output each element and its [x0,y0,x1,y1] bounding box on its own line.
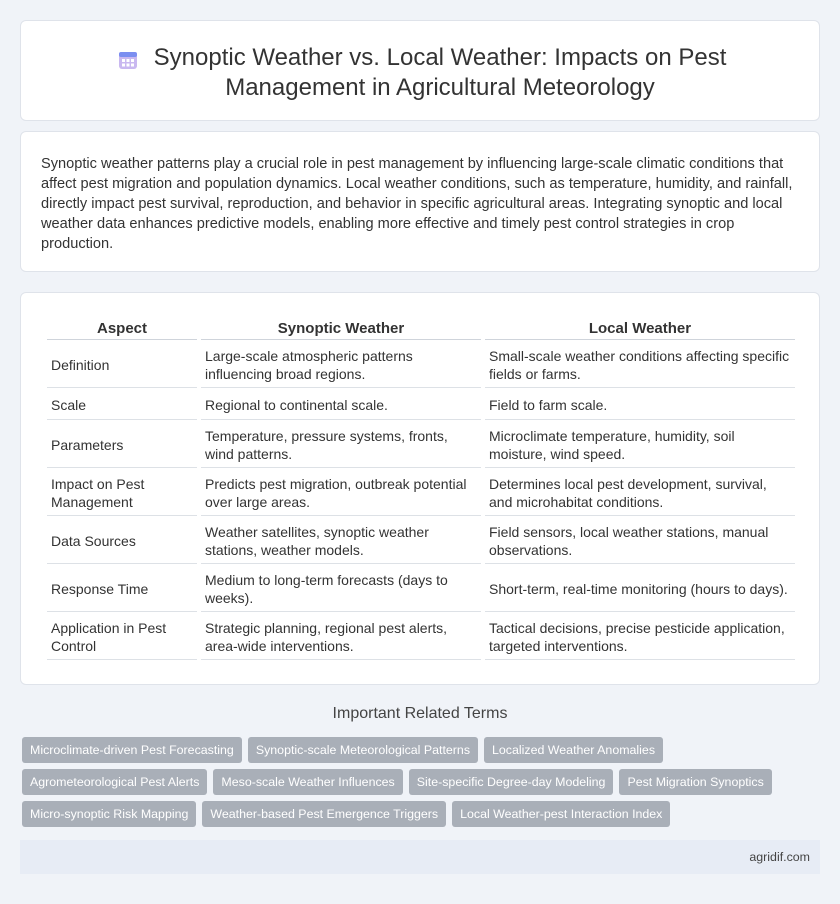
related-term-tag[interactable]: Meso-scale Weather Influences [213,769,402,795]
cell-local: Short-term, real-time monitoring (hours to days). [485,566,795,612]
header-local: Local Weather [485,315,795,340]
cell-synoptic: Large-scale atmospheric patterns influencing broad regions. [201,342,481,388]
cell-aspect: Data Sources [47,518,197,564]
related-terms-list [22,737,822,827]
cell-aspect: Application in Pest Control [47,614,197,660]
cell-local: Microclimate temperature, humidity, soil moisture, wind speed. [485,422,795,468]
header-synoptic: Synoptic Weather [201,315,481,340]
table-row [47,470,795,516]
cell-aspect: Impact on Pest Management [47,470,197,516]
table-row [47,390,795,420]
cell-synoptic: Medium to long-term forecasts (days to weeks). [201,566,481,612]
table-row [47,566,795,612]
related-term-tag[interactable]: Local Weather-pest Interaction Index [452,801,670,827]
table-row [47,342,795,388]
footer-site-link[interactable]: agridif.com [749,850,810,864]
cell-local: Tactical decisions, precise pesticide application, targeted interventions. [485,614,795,660]
cell-local: Field sensors, local weather stations, manual observations. [485,518,795,564]
cell-synoptic: Temperature, pressure systems, fronts, wind patterns. [201,422,481,468]
page-title: Synoptic Weather vs. Local Weather: Impacts on Pest Management in Agricultural Meteorology [153,44,727,101]
cell-local: Field to farm scale. [485,390,795,420]
cell-synoptic: Regional to continental scale. [201,390,481,420]
cell-aspect: Scale [47,390,197,420]
related-term-tag[interactable]: Weather-based Pest Emergence Triggers [202,801,446,827]
related-terms-heading: Important Related Terms [332,705,508,722]
comparison-card [20,292,820,685]
intro-paragraph: Synoptic weather patterns play a crucial role in pest management by influencing large-scale climatic conditions that affect pest migration and population dynamics. Local weather conditions, such as temperature, humidity, and rainfall, directly impact pest survival, reproduction, and behavior in specific agricultural areas. Integrating synoptic and local weather data enhances predictive models, enabling more effective and timely pest control strategies in crop production. [41,156,793,252]
cell-synoptic: Weather satellites, synoptic weather stations, weather models. [201,518,481,564]
header-aspect: Aspect [47,315,197,340]
title-card [20,20,820,121]
cell-local: Determines local pest development, survival, and microhabitat conditions. [485,470,795,516]
related-term-tag[interactable]: Site-specific Degree-day Modeling [409,769,614,795]
intro-card [20,131,820,272]
cell-synoptic: Strategic planning, regional pest alerts, area-wide interventions. [201,614,481,660]
related-term-tag[interactable]: Synoptic-scale Meteorological Patterns [248,737,478,763]
comparison-table [43,313,799,662]
cell-synoptic: Predicts pest migration, outbreak potential over large areas. [201,470,481,516]
table-header-row [47,315,795,340]
table-row [47,422,795,468]
cell-aspect: Parameters [47,422,197,468]
related-term-tag[interactable]: Pest Migration Synoptics [619,769,771,795]
related-term-tag[interactable]: Localized Weather Anomalies [484,737,663,763]
table-row [47,518,795,564]
footer-bar [20,840,820,874]
cell-local: Small-scale weather conditions affecting specific fields or farms. [485,342,795,388]
cell-aspect: Response Time [47,566,197,612]
related-term-tag[interactable]: Agrometeorological Pest Alerts [22,769,207,795]
cell-aspect: Definition [47,342,197,388]
table-row [47,614,795,660]
related-term-tag[interactable]: Micro-synoptic Risk Mapping [22,801,196,827]
related-term-tag[interactable]: Microclimate-driven Pest Forecasting [22,737,242,763]
